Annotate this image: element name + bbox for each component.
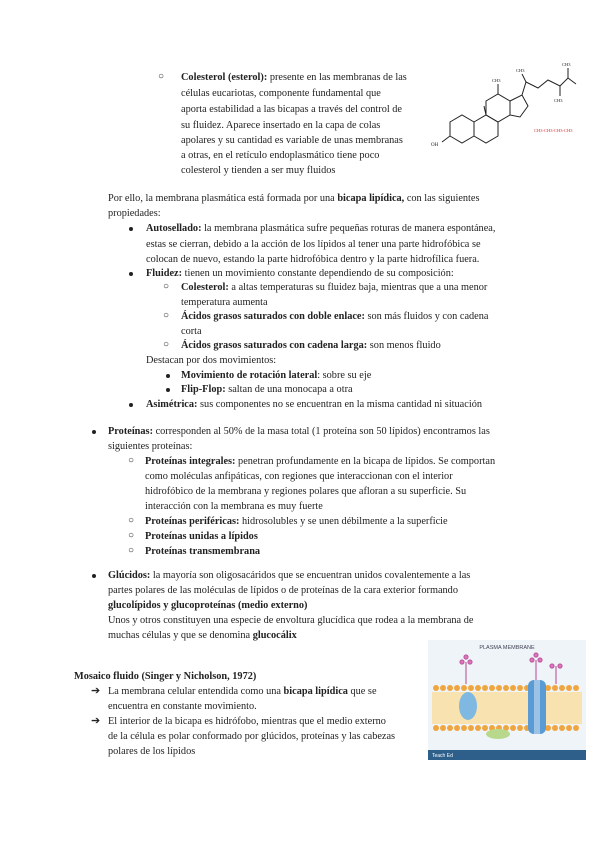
term-asimetrica: Asimétrica: <box>146 399 198 410</box>
ch3-label-4: CH3 <box>554 98 563 103</box>
text: corresponden al 50% de la masa total (1 proteína son 50 lípidos) encontramos las <box>153 426 490 437</box>
text: sus componentes no se encuentran en la misma cantidad ni situación <box>197 399 482 410</box>
plasma-membrane-figure <box>428 640 586 760</box>
proteinas-line-2: siguientes proteínas: <box>108 441 193 452</box>
text: saltan de una monocapa a otra <box>225 384 353 395</box>
list-bullet: ○ <box>163 310 170 321</box>
colesterol-line-2: células eucariotas, componente fundamental que <box>181 88 381 99</box>
unidas-line <box>145 530 258 543</box>
mosaico-arrow1-line-2: encuentra en constante movimiento. <box>108 701 257 712</box>
ch3-label-1: CH3 <box>492 78 501 83</box>
text: la mayoría son oligosacáridos que se encuentran unidos covalentemente a las <box>150 570 471 581</box>
glucidos-line-5 <box>108 629 297 642</box>
colesterol-line-6: a otras, en el retículo endoplasmático tiene poco <box>181 150 380 161</box>
integrales-line-2: como moléculas anfipáticas, con regiones que interaccionan con el interior <box>145 471 453 482</box>
ch3-label-2: CH3 <box>516 68 525 73</box>
bicapa-intro-line-2: propiedades: <box>108 208 161 219</box>
arrow-icon: ➔ <box>91 685 101 697</box>
term-glucolipidos: glucolípidos y glucoproteínas (medio externo) <box>108 600 308 611</box>
cholesterol-molecule-figure <box>430 62 580 160</box>
mosaico-arrow2-line-2: de la célula es polar conformado por glúcidos, proteínas y las cabezas <box>108 731 396 742</box>
term-bicapa-2: bicapa lipídica <box>283 686 348 697</box>
term-glucocalix: glucocálix <box>252 630 297 641</box>
term-transmembrana: Proteínas transmembrana <box>145 546 261 557</box>
integrales-line-4: interacción con la membrana es muy fuerte <box>145 501 323 512</box>
bicapa-intro-line-1 <box>108 192 479 205</box>
colesterol-line-4: su fluidez. Aparece insertado en la capa de colas <box>181 120 381 131</box>
perifericas-line <box>145 515 448 528</box>
list-bullet <box>129 272 133 276</box>
term-autosellado: Autosellado: <box>146 223 202 234</box>
term-integrales: Proteínas integrales: <box>145 456 236 467</box>
term-doble-enlace: Ácidos grasos saturados con doble enlace: <box>181 311 365 322</box>
term-flipflop: Flip-Flop: <box>181 384 226 395</box>
glucidos-line-2: partes polares de las moléculas de lípidos o de proteínas de la cara exterior formando <box>108 585 458 596</box>
glucidos-line-1 <box>108 569 470 582</box>
mosaico-arrow2-line-1: El interior de la bicapa es hidrófobo, mientras que el medio externo <box>108 716 386 727</box>
mosaico-arrow1-line-1 <box>108 685 377 698</box>
flipflop-line <box>181 383 353 396</box>
list-bullet <box>166 388 170 392</box>
integrales-line-1 <box>145 455 495 468</box>
text: : sobre su eje <box>317 370 372 381</box>
list-bullet <box>92 430 96 434</box>
glucidos-line-4: Unos y otros constituyen una especie de envoltura glucídica que rodea a la membrana de <box>108 615 474 626</box>
text: Por ello, la membrana plasmática está formada por una <box>108 193 338 204</box>
term-proteinas: Proteínas: <box>108 426 153 437</box>
list-bullet: ○ <box>158 71 165 82</box>
mosaico-arrow2-line-3: polares de los lípidos <box>108 746 196 757</box>
text: a altas temperaturas su fluidez baja, mientras que a una menor <box>228 282 488 293</box>
term-perifericas: Proteínas periféricas: <box>145 516 240 527</box>
text: con las siguientes <box>404 193 480 204</box>
colesterol-line-7: colesterol y tienden a ser muy fluidos <box>181 165 336 176</box>
autosellado-line-1 <box>146 222 495 235</box>
list-bullet <box>129 227 133 231</box>
glucidos-line-3 <box>108 599 307 612</box>
colesterol-line-1 <box>181 71 407 84</box>
text: muchas células y que se denomina <box>108 630 253 641</box>
text: son menos fluido <box>367 340 441 351</box>
term-cadena-larga: Ácidos grasos saturados con cadena larga: <box>181 340 368 351</box>
list-bullet: ○ <box>128 530 135 541</box>
doble-line-2: corta <box>181 326 202 337</box>
text: penetran profundamente en la bicapa de lípidos. Se comportan <box>235 456 496 467</box>
text: son más fluidos y con cadena <box>364 311 489 322</box>
transmembrana-line <box>145 545 260 558</box>
colesterol-line-3: aporta estabilidad a las bicapas a través del control de <box>181 104 403 115</box>
text: la membrana plasmática sufre pequeñas roturas de manera espontánea, <box>201 223 496 234</box>
rotacion-line <box>181 369 371 382</box>
list-bullet <box>129 403 133 407</box>
colesterol-line-5: apolares y su cantidad es variable de unas membranas <box>181 135 403 146</box>
list-bullet: ○ <box>128 455 135 466</box>
text: presente en las membranas de las <box>267 72 407 83</box>
integrales-line-3: hidrofóbico de la membrana y regiones polares que afloran a su superficie. Su <box>145 486 467 497</box>
term-colesterol: Colesterol (esterol): <box>181 72 268 83</box>
term-rotacion: Movimiento de rotación lateral <box>181 370 318 381</box>
term-glucidos: Glúcidos: <box>108 570 151 581</box>
autosellado-line-3: colocan de nuevo, estando la parte hidrofóbica dentro y la parte hidrofílica fuera. <box>146 254 480 265</box>
col-line-1 <box>181 281 487 294</box>
destacan-line: Destacan por dos movimientos: <box>146 355 277 366</box>
red-chain-label: CH3-CH3-CH3-CH3 <box>534 128 573 133</box>
list-bullet: ○ <box>128 545 135 556</box>
list-bullet: ○ <box>128 515 135 526</box>
figure-title: PLASMA MEMBRANE <box>479 645 535 651</box>
term-fluidez: Fluidez: <box>146 268 183 279</box>
ch3-label-3: CH3 <box>562 62 571 67</box>
oh-label: OH <box>431 143 439 148</box>
term-unidas-lipidos: Proteínas unidas a lípidos <box>145 531 258 542</box>
figure-footer: Teach Ed <box>432 753 453 759</box>
arrow-icon: ➔ <box>91 715 101 727</box>
list-bullet <box>92 574 96 578</box>
proteinas-line-1 <box>108 425 490 438</box>
asimetrica-line <box>146 398 482 411</box>
list-bullet: ○ <box>163 339 170 350</box>
fluidez-line <box>146 267 454 280</box>
col-line-2: temperatura aumenta <box>181 297 268 308</box>
larga-line <box>181 339 441 352</box>
list-bullet: ○ <box>163 281 170 292</box>
term-colesterol-2: Colesterol: <box>181 282 229 293</box>
term-bicapa: bicapa lipídica, <box>337 193 405 204</box>
text: tienen un movimiento constante dependiendo de su composición: <box>182 268 454 279</box>
doble-line-1 <box>181 310 488 323</box>
text: que se <box>347 686 377 697</box>
autosellado-line-2: estas se cierran, debido a la acción de los lípidos al tener una parte hidrofóbica se <box>146 239 481 250</box>
text: La membrana celular entendida como una <box>108 686 284 697</box>
mosaico-title: Mosaico fluido (Singer y Nicholson, 1972) <box>74 671 257 682</box>
list-bullet <box>166 374 170 378</box>
text: hidrosolubles y se unen débilmente a la superficie <box>239 516 448 527</box>
